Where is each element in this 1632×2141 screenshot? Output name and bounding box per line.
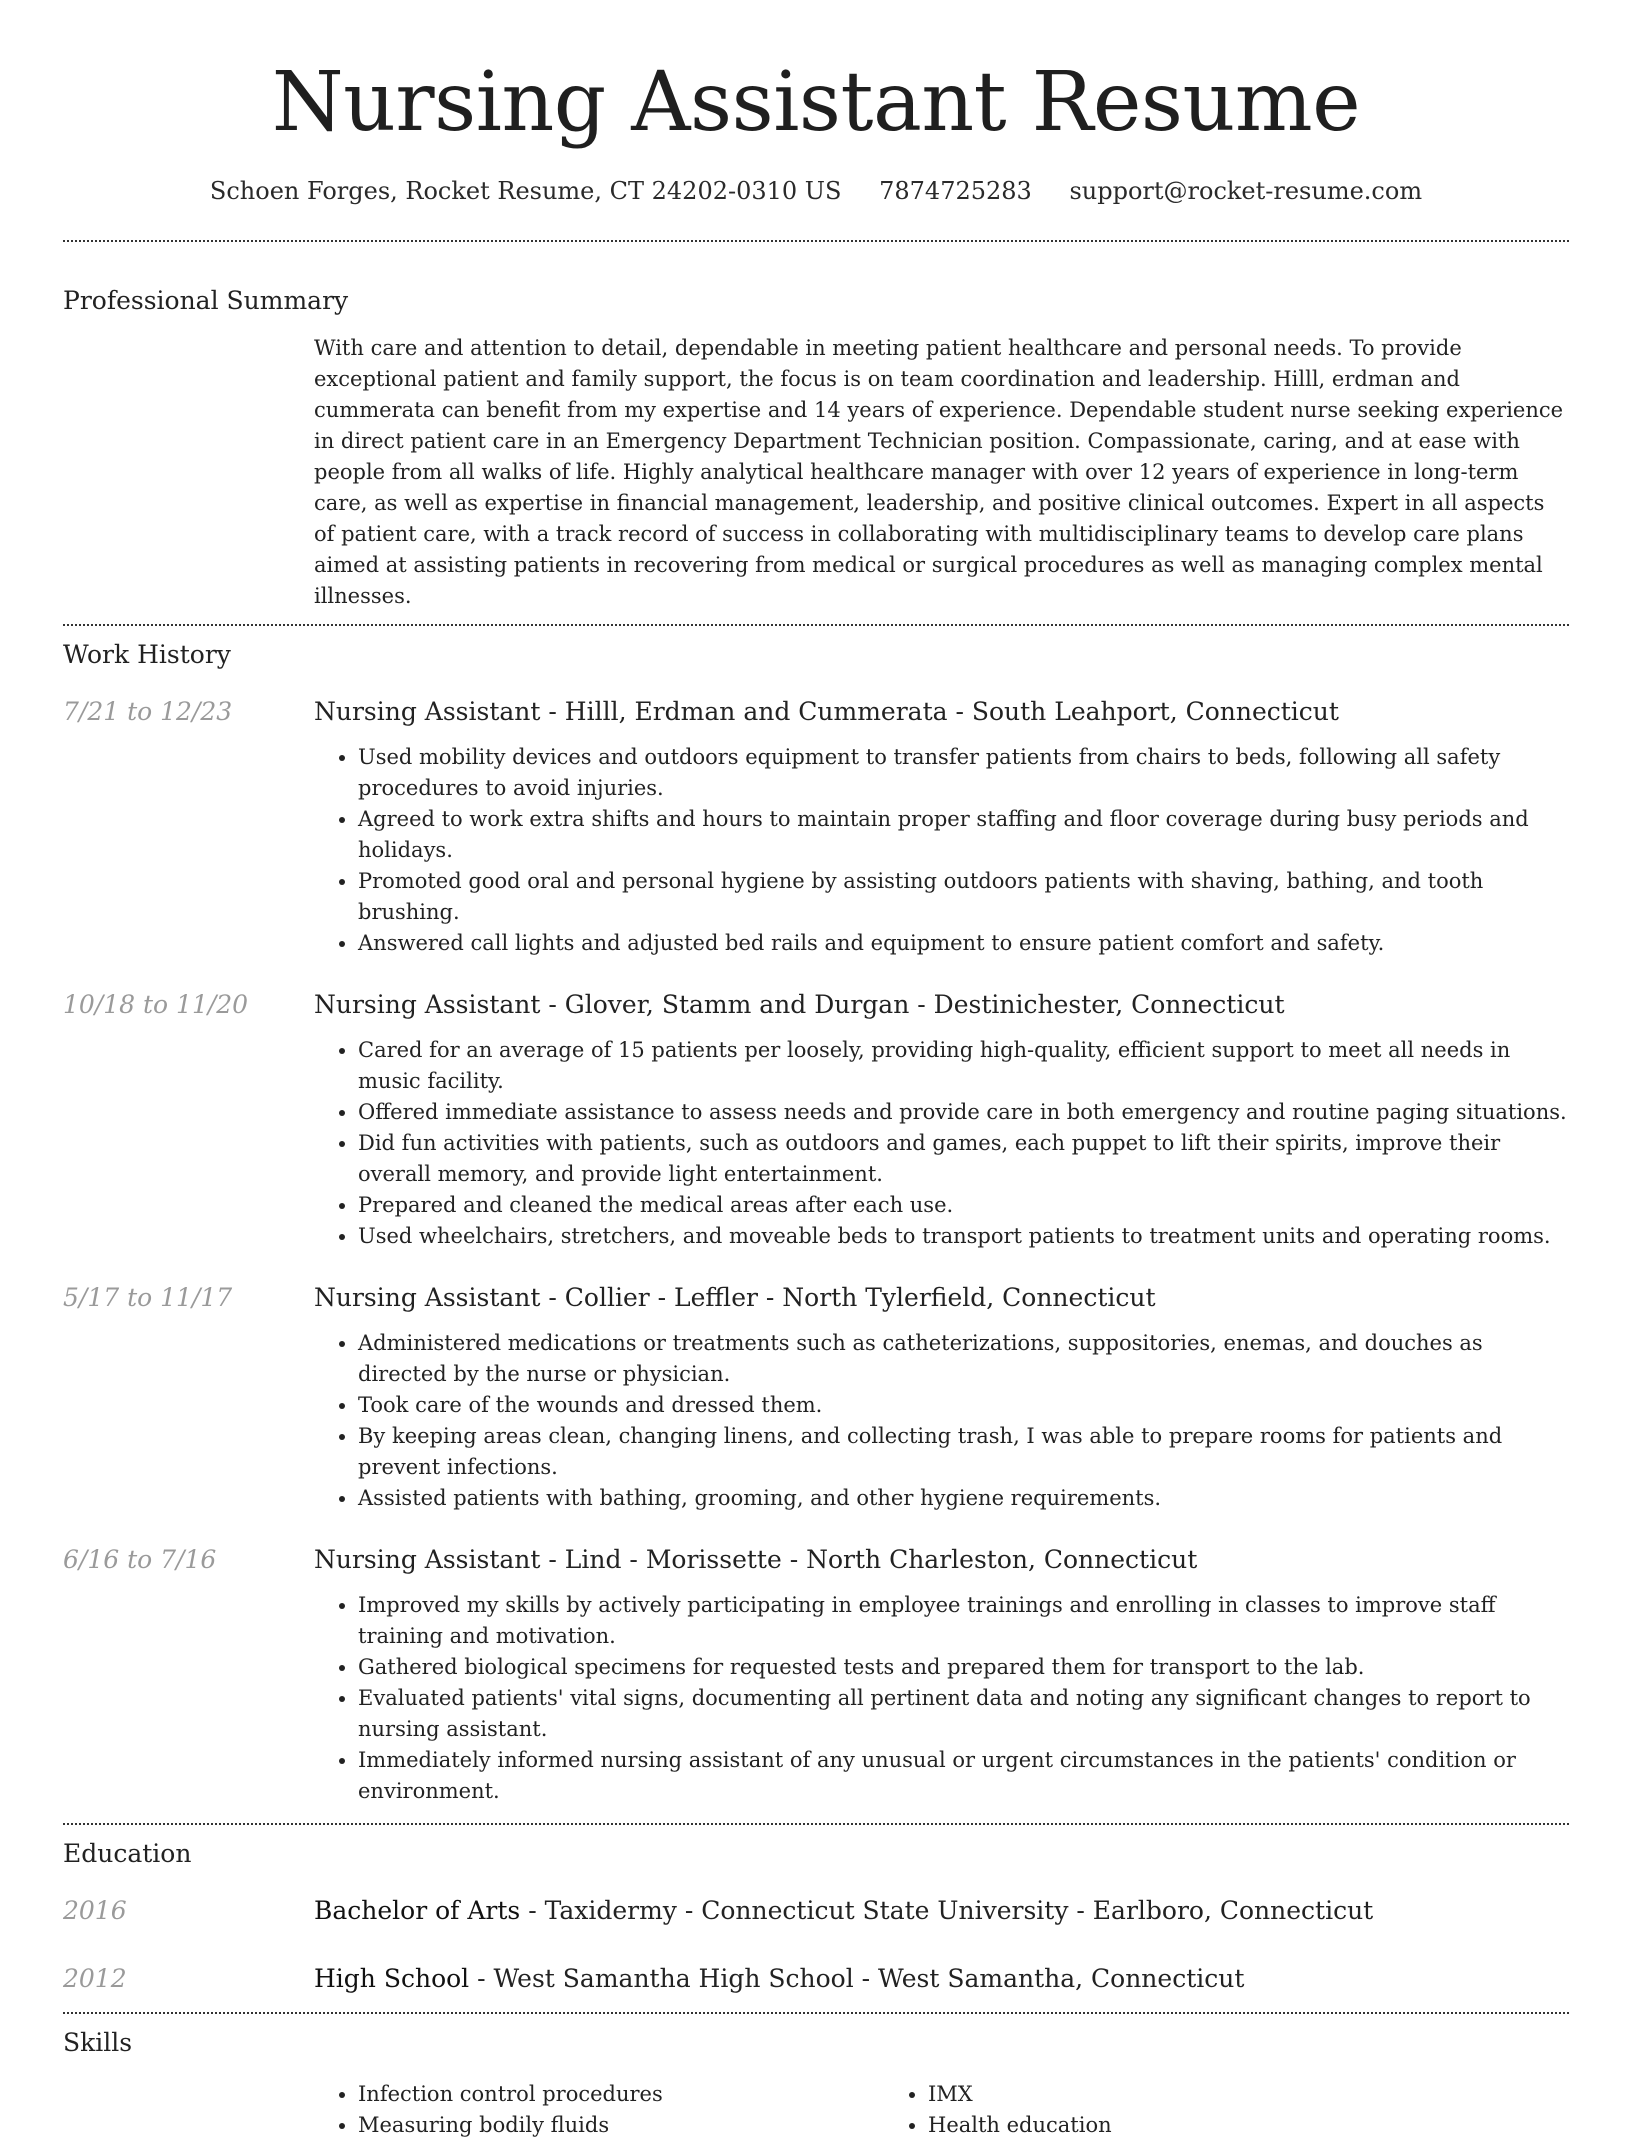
divider — [63, 2012, 1569, 2014]
job-heading: Nursing Assistant - Hilll, Erdman and Cummerata - South Leahport, Connecticut — [314, 697, 1339, 726]
job-entry — [63, 1543, 1569, 1807]
job-bullets — [314, 1035, 1569, 1252]
list-item: • Answered call lights and adjusted bed rails and equipment to ensure patient comfort and safety. — [358, 928, 1569, 959]
skills-row — [63, 2079, 1569, 2141]
list-item: • By keeping areas clean, changing linens, and collecting trash, I was able to prepare rooms for patients and prevent infections. — [358, 1421, 1569, 1483]
education-degree: High School — [314, 1964, 470, 1993]
education-entry — [63, 1894, 1569, 1928]
phone: 7874725283 — [879, 177, 1032, 205]
divider — [63, 1823, 1569, 1825]
job-bullets — [314, 1328, 1569, 1514]
list-item: • Prepared and cleaned the medical areas after each use. — [358, 1190, 1569, 1221]
list-item: • IMX — [928, 2079, 1569, 2110]
job-dates: 10/18 to 11/20 — [63, 990, 249, 1019]
education-degree: Bachelor of Arts — [314, 1896, 521, 1925]
education-entry — [63, 1962, 1569, 1996]
section-title-skills: Skills — [63, 2028, 133, 2057]
skills-list-right — [884, 2079, 1569, 2141]
resume-title: Nursing Assistant Resume — [271, 55, 1361, 150]
job-entry — [63, 695, 1569, 959]
email: support@rocket-resume.com — [1069, 177, 1423, 205]
contact-line — [63, 174, 1569, 208]
skills-list-left — [314, 2079, 884, 2141]
list-item: • Gathered biological specimens for requested tests and prepared them for transport to the lab. — [358, 1652, 1569, 1683]
divider — [63, 624, 1569, 626]
list-item: • Health education — [928, 2110, 1569, 2141]
list-item: • Promoted good oral and personal hygiene by assisting outdoors patients with shaving, bathing, and tooth brushing. — [358, 866, 1569, 928]
list-item: • Took care of the wounds and dressed them. — [358, 1390, 1569, 1421]
section-title-work: Work History — [63, 640, 231, 669]
list-item: • Measuring bodily fluids — [358, 2110, 884, 2141]
summary-row — [63, 333, 1569, 612]
education-year: 2012 — [63, 1964, 127, 1993]
list-item: • Cared for an average of 15 patients per loosely, providing high-quality, efficient support to meet all needs in music facility. — [358, 1035, 1569, 1097]
job-dates: 7/21 to 12/23 — [63, 697, 233, 726]
education-heading — [314, 1894, 1569, 1928]
job-dates: 5/17 to 11/17 — [63, 1283, 233, 1312]
job-heading: Nursing Assistant - Collier - Leffler - North Tylerfield, Connecticut — [314, 1283, 1156, 1312]
job-heading: Nursing Assistant - Lind - Morissette - North Charleston, Connecticut — [314, 1545, 1198, 1574]
job-entry — [63, 988, 1569, 1252]
job-dates: 6/16 to 7/16 — [63, 1545, 217, 1574]
education-details: - West Samantha High School - West Samantha, Connecticut — [469, 1964, 1245, 1993]
education-year: 2016 — [63, 1896, 127, 1925]
list-item: • Agreed to work extra shifts and hours to maintain proper staffing and floor coverage during busy periods and holidays. — [358, 804, 1569, 866]
list-item: • Offered immediate assistance to assess needs and provide care in both emergency and routine paging situations. — [358, 1097, 1569, 1128]
list-item: • Infection control procedures — [358, 2079, 884, 2110]
education-details: - Taxidermy - Connecticut State University - Earlboro, Connecticut — [520, 1896, 1374, 1925]
job-bullets — [314, 1590, 1569, 1807]
list-item: • Improved my skills by actively participating in employee trainings and enrolling in classes to improve staff training and motivation. — [358, 1590, 1569, 1652]
section-title-education: Education — [63, 1839, 192, 1868]
list-item: • Evaluated patients' vital signs, documenting all pertinent data and noting any significant changes to report to nursing assistant. — [358, 1683, 1569, 1745]
divider — [63, 240, 1569, 242]
job-bullets — [314, 742, 1569, 959]
list-item: • Assisted patients with bathing, grooming, and other hygiene requirements. — [358, 1483, 1569, 1514]
summary-text: With care and attention to detail, dependable in meeting patient healthcare and personal needs. To provide exceptional patient and family support, the focus is on team coordination and leadership. Hilll, erdman and cummerata can benefit from my expertise and 14 years of experience. Dependable student nurse seeking experience in direct patient care in an Emergency Department Technician position. Compassionate, caring, and at ease with people from all walks of life. Highly analytical healthcare manager with over 12 years of experience in long-term care, as well as expertise in financial management, leadership, and positive clinical outcomes. Expert in all aspects of patient care, with a track record of success in collaborating with multidisciplinary teams to develop care plans aimed at assisting patients in recovering from medical or surgical procedures as well as managing complex mental illnesses. — [314, 336, 1564, 608]
section-title-summary: Professional Summary — [63, 286, 349, 315]
job-heading: Nursing Assistant - Glover, Stamm and Durgan - Destinichester, Connecticut — [314, 990, 1285, 1019]
list-item: • Administered medications or treatments such as catheterizations, suppositories, enemas, and douches as directed by the nurse or physician. — [358, 1328, 1569, 1390]
list-item: • Did fun activities with patients, such as outdoors and games, each puppet to lift their spirits, improve their overall memory, and provide light entertainment. — [358, 1128, 1569, 1190]
list-item: • Used wheelchairs, stretchers, and moveable beds to transport patients to treatment units and operating rooms. — [358, 1221, 1569, 1252]
list-item: • Used mobility devices and outdoors equipment to transfer patients from chairs to beds, following all safety procedures to avoid injuries. — [358, 742, 1569, 804]
list-item: • Immediately informed nursing assistant of any unusual or urgent circumstances in the patients' condition or environment. — [358, 1745, 1569, 1807]
address: Schoen Forges, Rocket Resume, CT 24202-0310 US — [209, 177, 842, 205]
skills-grid — [314, 2079, 1569, 2141]
job-entry — [63, 1281, 1569, 1514]
education-heading — [314, 1962, 1569, 1996]
